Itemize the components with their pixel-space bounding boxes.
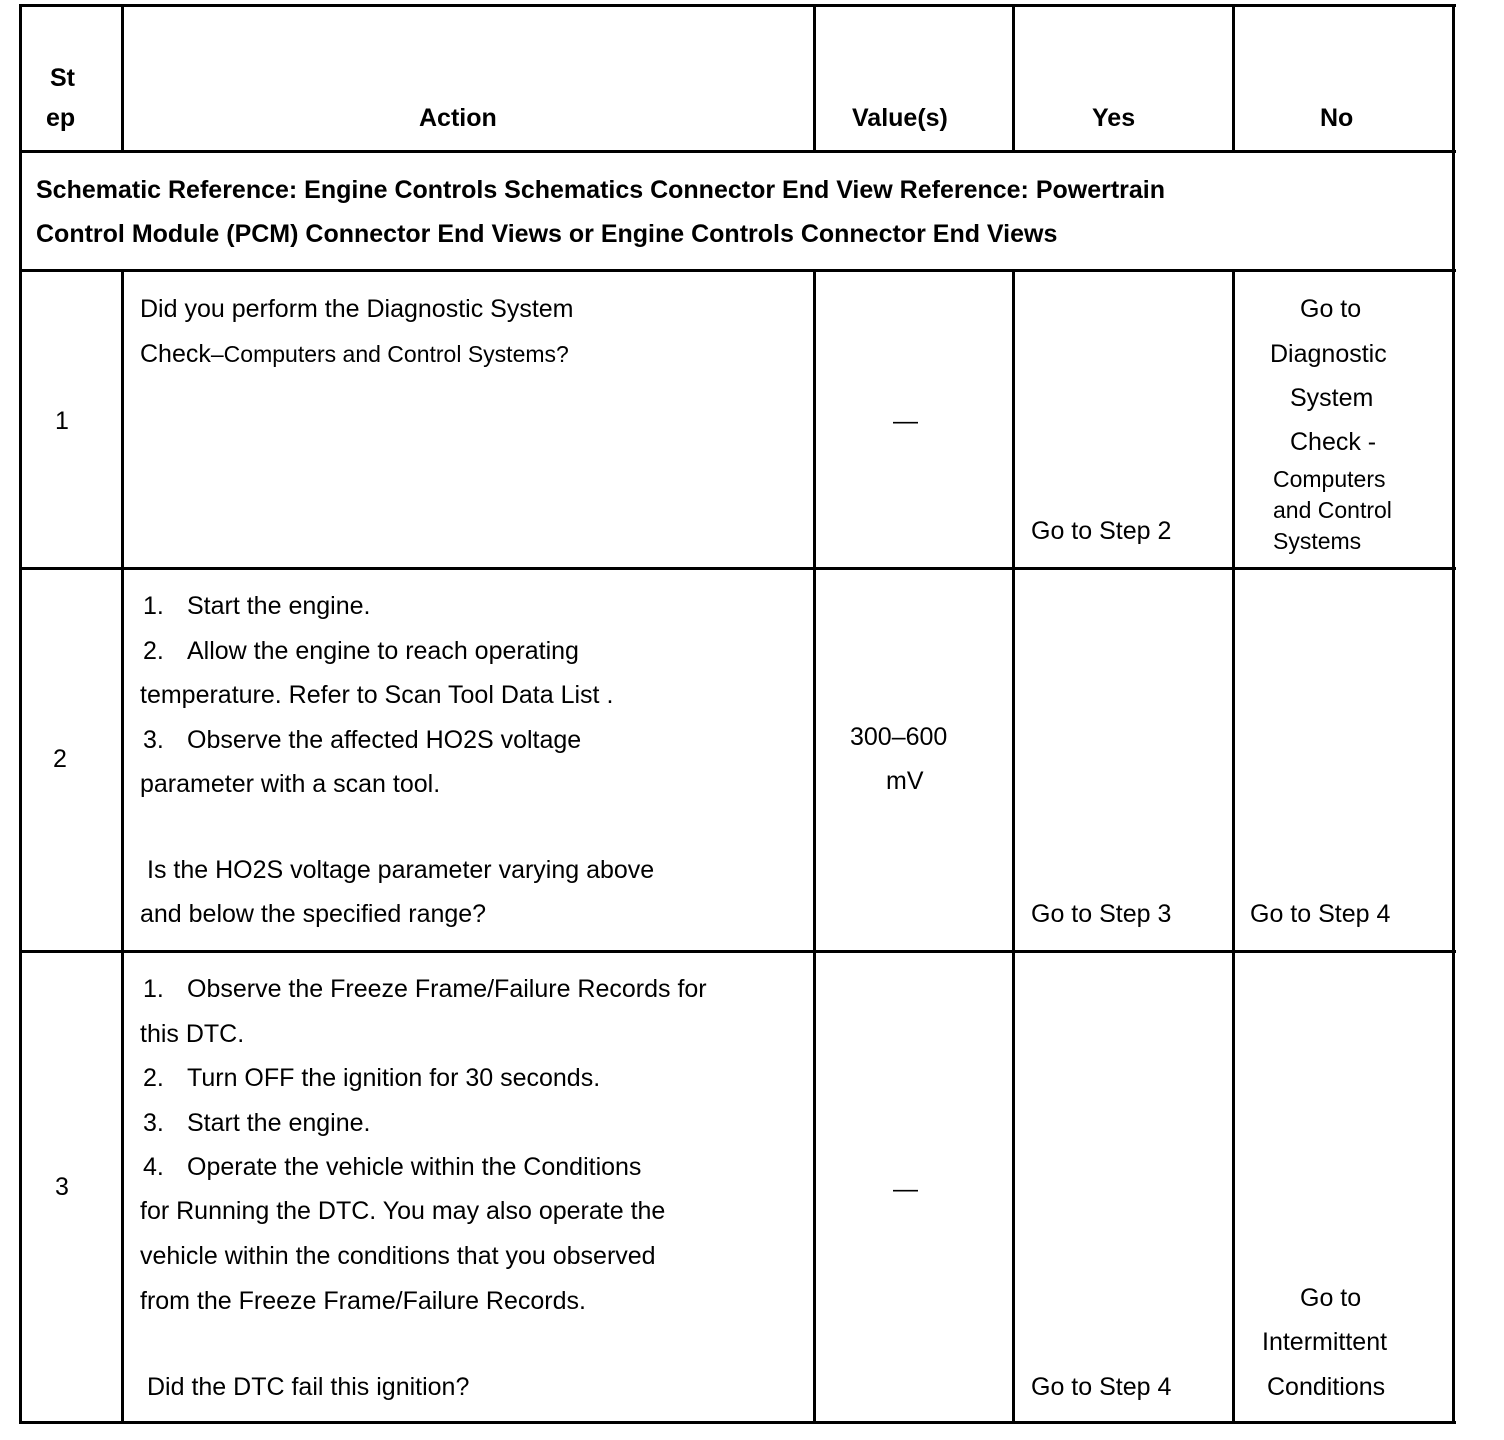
header-step-line1: St [50, 64, 75, 92]
row-divider [19, 150, 1456, 153]
no-line[interactable]: Go to [1300, 295, 1362, 323]
row-divider [19, 567, 1456, 570]
action-line: this DTC. [140, 1020, 245, 1048]
list-number: 2. [143, 1064, 164, 1092]
list-number: 1. [143, 975, 164, 1003]
action-line: Allow the engine to reach operating [187, 637, 579, 665]
question-line: Is the HO2S voltage parameter varying above [147, 856, 655, 884]
step-number: 1 [55, 407, 69, 435]
list-number: 4. [143, 1153, 164, 1181]
action-line: vehicle within the conditions that you observed [140, 1242, 656, 1270]
value-cell: — [893, 1175, 918, 1203]
question-line: and below the specified range? [140, 900, 487, 928]
value-range: 300–600 [850, 723, 948, 751]
action-line: Did you perform the Diagnostic System [140, 295, 574, 323]
yes-go-to-step[interactable]: Go to Step 2 [1031, 517, 1172, 545]
table-border-left [19, 4, 22, 1424]
action-line: Observe the Freeze Frame/Failure Records for [187, 975, 707, 1003]
no-line[interactable]: Conditions [1267, 1373, 1386, 1401]
no-line[interactable]: Go to [1300, 1284, 1362, 1312]
header-no: No [1320, 104, 1354, 132]
action-line: parameter with a scan tool. [140, 770, 441, 798]
list-number: 1. [143, 592, 164, 620]
no-line[interactable]: Diagnostic [1270, 340, 1387, 368]
row-divider [19, 269, 1456, 272]
header-step-line2: ep [46, 104, 76, 132]
question-line: Did the DTC fail this ignition? [147, 1373, 470, 1401]
table-border-bottom [19, 1421, 1456, 1424]
step-number: 3 [55, 1173, 69, 1201]
value-unit: mV [886, 767, 924, 795]
header-action: Action [419, 104, 497, 132]
yes-go-to-step[interactable]: Go to Step 4 [1031, 1373, 1172, 1401]
no-line[interactable]: Intermittent [1262, 1328, 1388, 1356]
action-line: Start the engine. [187, 1109, 371, 1137]
no-line[interactable]: Computers [1273, 466, 1386, 492]
reference-line-2: Control Module (PCM) Connector End Views or Engine Controls Connector End Views [36, 220, 1058, 248]
action-link-text[interactable]: Check [140, 340, 211, 368]
no-go-to-step[interactable]: Go to Step 4 [1250, 900, 1391, 928]
column-divider [813, 269, 816, 1424]
action-line: for Running the DTC. You may also operate the [140, 1197, 666, 1225]
value-cell: — [893, 407, 918, 435]
table-border-top [19, 4, 1456, 7]
action-line: Turn OFF the ignition for 30 seconds. [187, 1064, 601, 1092]
no-line[interactable]: System [1290, 384, 1374, 412]
column-divider [1232, 269, 1235, 1424]
action-line: Observe the affected HO2S voltage [187, 726, 582, 754]
no-line[interactable]: and Control [1273, 497, 1392, 523]
list-number: 3. [143, 726, 164, 754]
action-line: Operate the vehicle within the Conditions [187, 1153, 642, 1181]
no-line[interactable]: Systems [1273, 528, 1362, 554]
list-number: 2. [143, 637, 164, 665]
column-divider [121, 4, 124, 153]
column-divider [1012, 269, 1015, 1424]
column-divider [813, 4, 816, 153]
action-line [140, 342, 569, 367]
no-line[interactable]: Check - [1290, 428, 1377, 456]
column-divider [1232, 4, 1235, 153]
table-border-right [1452, 4, 1455, 1424]
action-line: from the Freeze Frame/Failure Records. [140, 1287, 586, 1315]
action-line: Start the engine. [187, 592, 371, 620]
yes-go-to-step[interactable]: Go to Step 3 [1031, 900, 1172, 928]
action-line: temperature. Refer to Scan Tool Data List . [140, 681, 614, 709]
list-number: 3. [143, 1109, 164, 1137]
action-link-text[interactable]: Computers and Control Systems? [223, 341, 569, 367]
reference-line-1: Schematic Reference: Engine Controls Schematics Connector End View Reference: Powertrain [36, 176, 1166, 204]
column-divider [1012, 4, 1015, 153]
header-yes: Yes [1092, 104, 1136, 132]
dash-separator: – [210, 341, 224, 367]
step-number: 2 [53, 745, 67, 773]
column-divider [121, 269, 124, 1424]
row-divider [19, 950, 1456, 953]
header-values: Value(s) [852, 104, 948, 132]
